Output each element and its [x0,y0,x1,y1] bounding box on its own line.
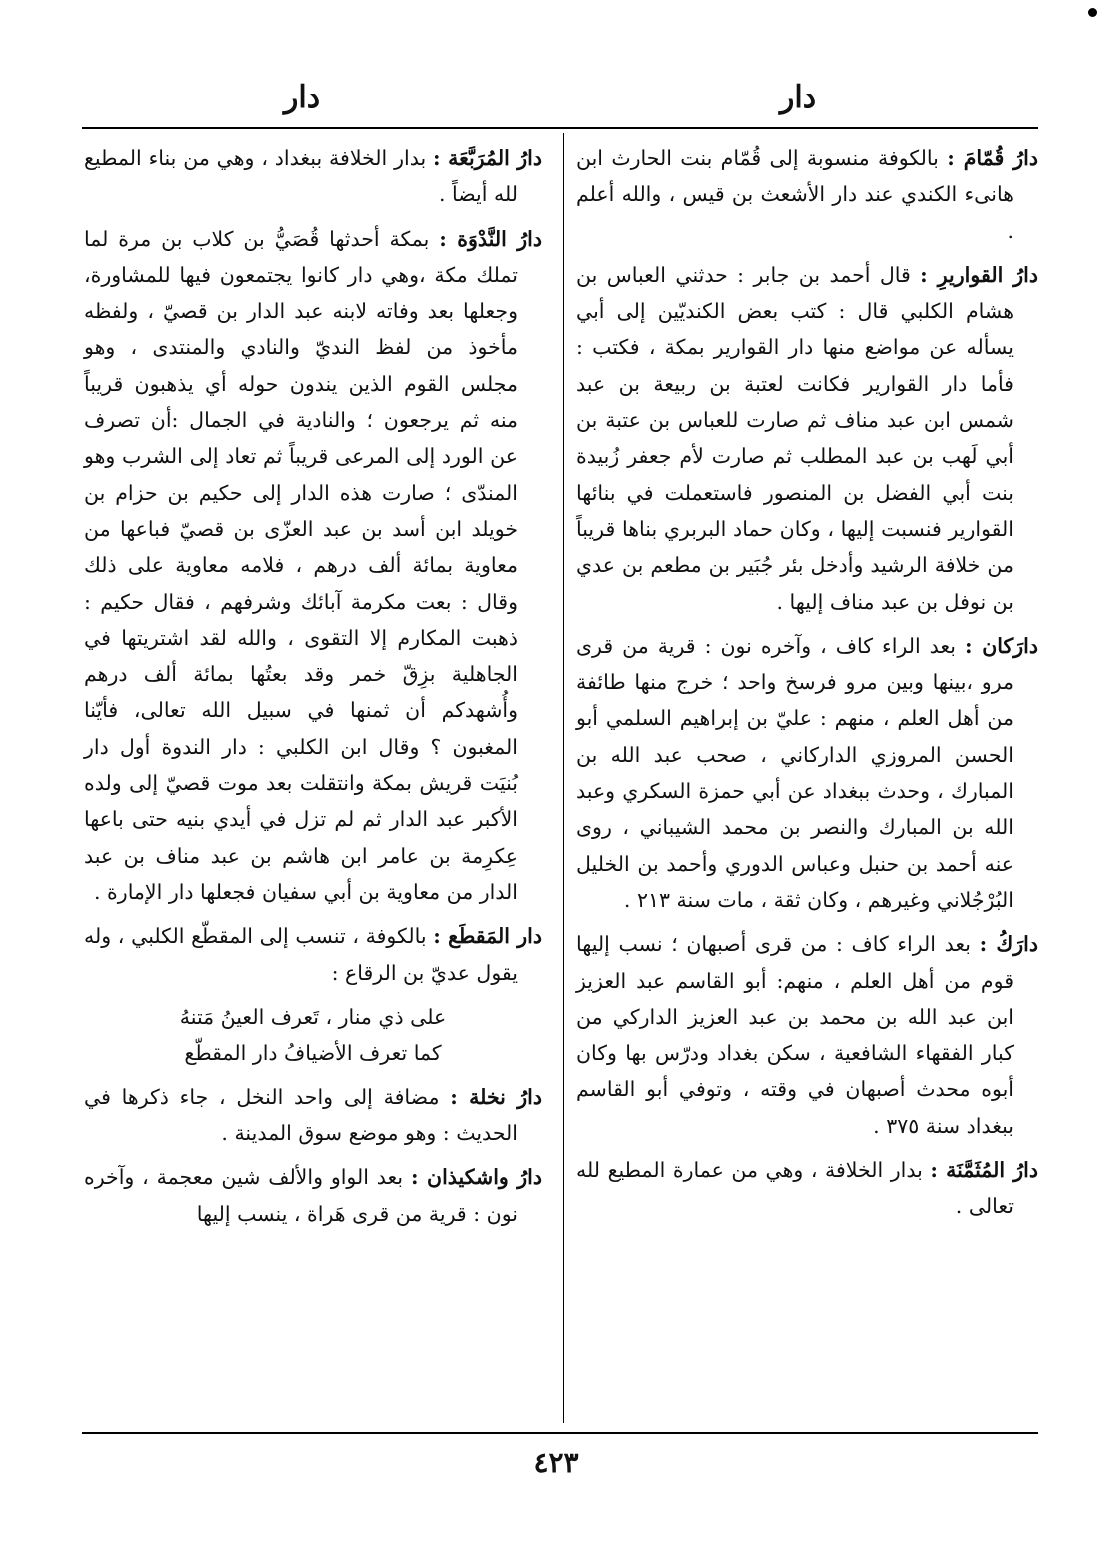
entry-dar-al-nadwa [84,221,542,911]
entry-text: بعد الراء كاف ، وآخره نون : قرية من قرى مرو ،بينها وبين مرو فرسخ واحد ؛ خرج منها طائفة من أهل العلم ، منهم : عليّ بن إبراهيم السلمي أبو الحسن المروزي الداركاني ، صحب عبد الله بن المبارك ، وحدث ببغداد عن أبي حمزة السكري وعبد الله بن المبارك والنصر بن محمد الشيباني ، روى عنه أحمد بن حنبل وعباس الدوري وأحمد بن الخليل البُرْجُلاني وغيرهم ، وكان ثقة ، مات سنة ٢١٣ . [576,633,1014,912]
entry-headword: دارُ النَّدْوَة : [439,226,542,251]
page-number: ٤٢٣ [533,1446,579,1479]
entry-dar-al-qawarir [576,257,1038,620]
entry-dar-al-muthammana [576,1152,1038,1225]
entry-dar-nakhla [84,1079,542,1152]
entry-headword: دارُ القواريرِ : [920,262,1038,287]
page-corner-dot [1088,8,1097,17]
header-rule [82,127,1038,129]
entry-headword: دارُ واشكيذان : [411,1165,543,1190]
entry-text: بالكوفة ، تنسب إلى المقطّع الكلبي ، وله يقول عديّ بن الرقاع : [84,924,518,985]
entry-dar-al-maqta [84,918,542,991]
entry-text: بالكوفة منسوبة إلى قُمّام بنت الحارث ابن هانىء الكندي عند دار الأشعث بن قيس ، والله أعلم . [576,146,1014,243]
entry-darakan [576,628,1038,918]
entry-headword: دارُ المُرَبَّعَة : [433,146,542,170]
running-header-left: دار [283,80,321,115]
verse-line-2: كما تعرف الأضيافُ دار المقطّع [184,1040,442,1065]
entry-headword: دارَكُ : [979,932,1039,957]
entry-text: مضافة إلى واحد النخل ، جاء ذكرها في الحديث : وهو موضع سوق المدينة . [84,1084,518,1146]
poem-verse [84,999,542,1071]
entry-darak [576,926,1038,1144]
entry-text: بعد الواو والألف شين معجمة ، وآخره نون : قرية من قرى هَراة ، ينسب إليها [84,1165,518,1226]
right-column [576,140,1038,1233]
entry-dar-qummam [576,140,1038,249]
left-column [84,140,542,1240]
entry-headword: دارُ قُمّامَ : [947,146,1038,170]
entry-headword: دار المَقطَع : [433,924,542,949]
entry-headword: دارُ نخلة : [450,1084,543,1109]
running-header-right: دار [779,80,817,115]
entry-text: قال أحمد بن جابر : حدثني العباس بن هشام الكلبي قال : كتب بعض الكنديّين إلى أبي يسأله عن مواضع منها دار القوارير بمكة ، فكتب : فأما دار القوارير فكانت لعتبة بن ربيعة بن عبد شمس ابن عبد مناف ثم صارت للعباس بن عتبة بن أبي لَهب بن عبد المطلب ثم صارت لأم جعفر زُبيدة بنت أبي الفضل بن المنصور فاستعملت في بنائها القوارير فنسبت إليها ، وكان حماد البربري بناها قريباً من خلافة الرشيد وأدخل بئر جُبَير بن مطعم بن عدي بن نوفل بن عبد مناف إليها . [576,262,1014,614]
entry-headword: دارَكان : [965,633,1038,658]
entry-text: بعد الراء كاف : من قرى أصبهان ؛ نسب إليها قوم من أهل العلم ، منهم: أبو القاسم عبد العزيز ابن عبد الله بن محمد بن عبد العزيز الداركي من كبار الفقهاء الشافعية ، سكن بغداد ودرّس بها وكان أبوه محدث أصبهان في وقته ، وتوفي أبو القاسم ببغداد سنة ٣٧٥ . [576,932,1014,1138]
entry-text: بمكة أحدثها قُصَيُّ بن كلاب بن مرة لما تملك مكة ،وهي دار كانوا يجتمعون فيها للمشاورة، وجعلها بعد وفاته لابنه عبد الدار بن قصيّ ، ولفظه مأخوذ من لفظ النديّ والنادي والمنتدى ، وهو مجلس القوم الذين يندون حوله أي يذهبون قريباً منه ثم يرجعون ؛ والنادية في الجمال :أن تصرف عن الورد إلى المرعى قريباً ثم تعاد إلى الشرب وهو المندّى ؛ صارت هذه الدار إلى حكيم بن حزام بن خويلد ابن أسد بن عبد العزّى بن قصيّ فباعها من معاوية بمائة ألف درهم ، فلامه معاوية على ذلك وقال : بعت مكرمة آبائك وشرفهم ، فقال حكيم : ذهبت المكارم إلا التقوى ، والله لقد اشتريتها في الجاهلية بزِقّ خمر وقد بعتُها بمائة ألف درهم وأُشهدكم أن ثمنها في سبيل الله تعالى، فأيّنا المغبون ؟ وقال ابن الكلبي : دار الندوة أول دار بُنيَت قريش بمكة وانتقلت بعد موت قصيّ إلى ولده الأكبر عبد الدار ثم لم تزل في أيدي بنيه حتى باعها عِكرِمة بن عامر ابن هاشم بن عبد مناف بن عبد الدار من معاوية بن أبي سفيان فجعلها دار الإمارة . [84,226,518,904]
entry-text: بدار الخلافة ، وهي من عمارة المطيع لله تعالى . [576,1158,1014,1219]
footer-rule [82,1432,1038,1434]
entry-dar-al-murabbaa [84,140,542,213]
entry-headword: دارُ المُثَمَّنَة : [930,1158,1038,1183]
entry-dar-washkidhan [84,1159,542,1232]
column-divider [563,133,564,1423]
entry-text: بدار الخلافة ببغداد ، وهي من بناء المطيع لله أيضاً . [84,146,518,207]
verse-line-1: على ذي منار ، تَعرف العينُ مَتنهُ [179,1004,447,1029]
